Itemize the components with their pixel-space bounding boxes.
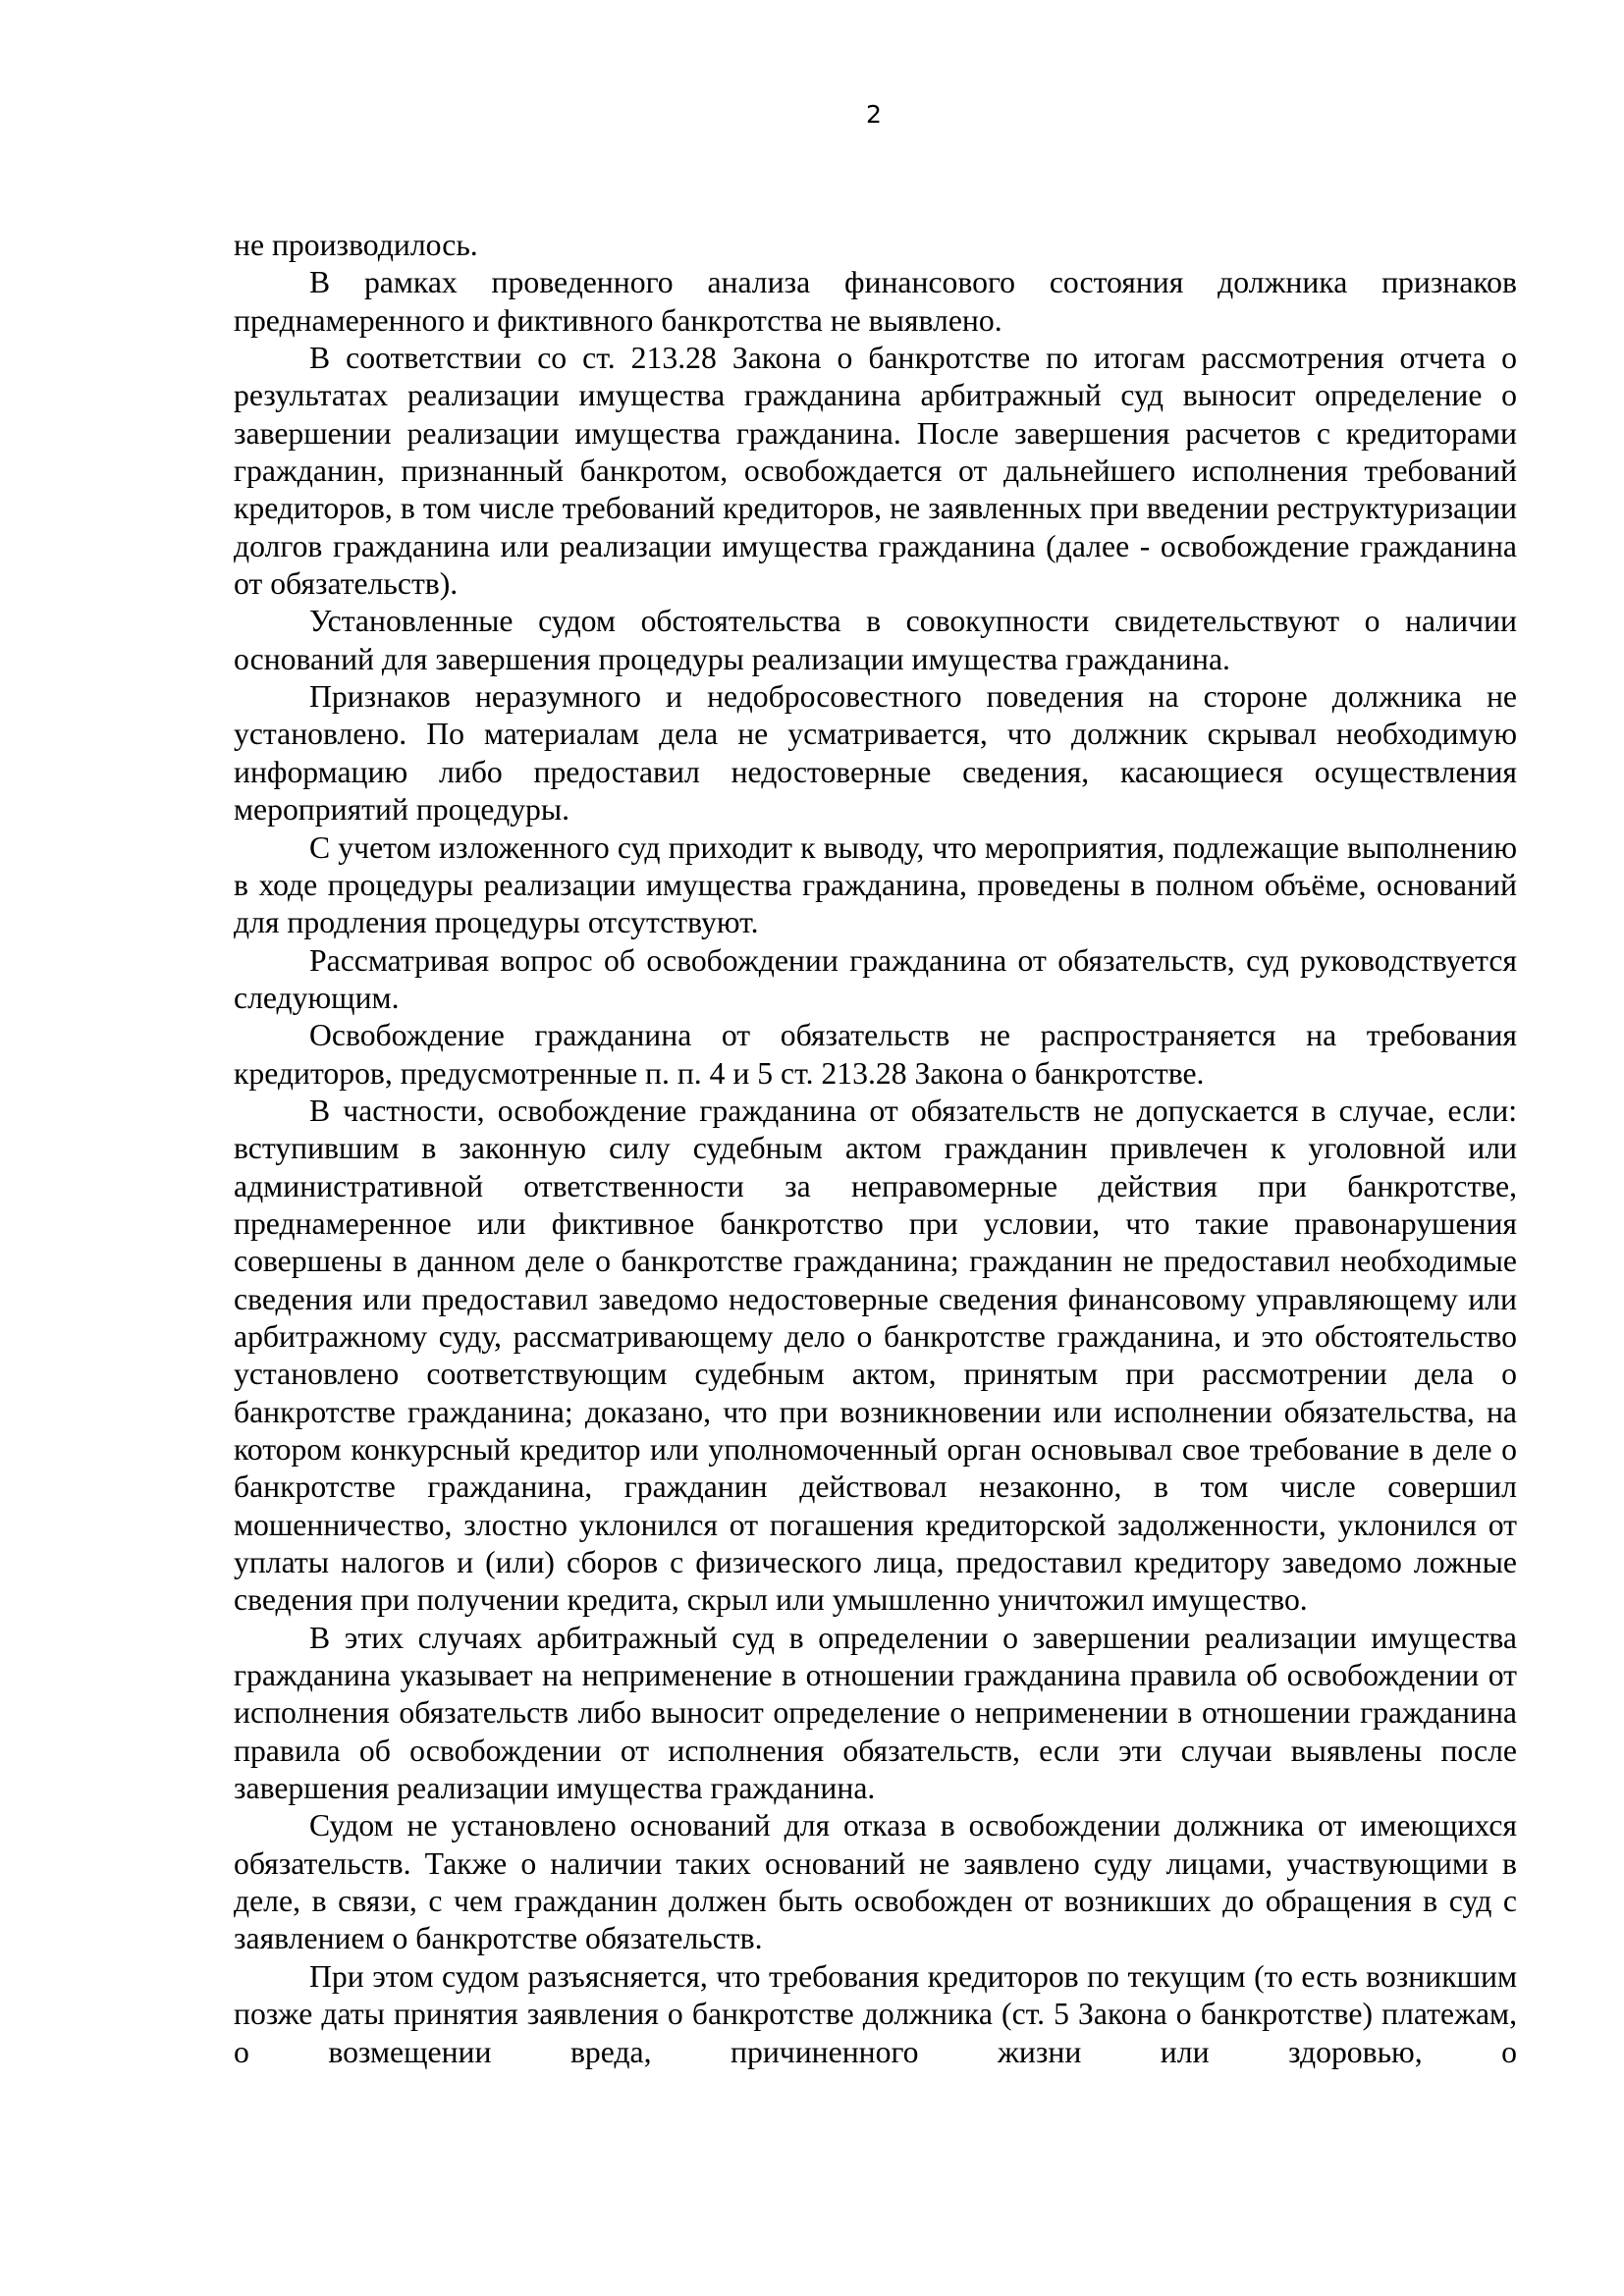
paragraph: В рамках проведенного анализа финансового состояния должника признаков преднамеренного и фиктивного банкротства не выявлено.: [234, 265, 1517, 338]
paragraph: В этих случаях арбитражный суд в определении о завершении реализации имущества гражданина указывает на неприменение в отношении гражданина правила об освобождении от исполнения обязательств либо выносит определение о неприменении в отношении гражданина правила об освобождении от исполнения обязательств, если эти случаи выявлены после завершения реализации имущества гражданина.: [234, 1620, 1517, 1806]
paragraph: В частности, освобождение гражданина от обязательств не допускается в случае, если: вступившим в законную силу судебным актом гражданин привлечен к уголовной или административной ответственности за неправомерные действия при банкротстве, преднамеренное или фиктивное банкротство при условии, что такие правонарушения совершены в данном деле о банкротстве гражданина; гражданин не предоставил необходимые сведения или предоставил заведомо недостоверные сведения финансовому управляющему или арбитражному суду, рассматривающему дело о банкротстве гражданина, и это обстоятельство установлено соответствующим судебным актом, принятым при рассмотрении дела о банкротстве гражданина; доказано, что при возникновении или исполнении обязательства, на котором конкурсный кредитор или уполномоченный орган основывал свое требование в деле о банкротстве гражданина, гражданин действовал незаконно, в том числе совершил мошенничество, злостно уклонился от погашения кредиторской задолженности, уклонился от уплаты налогов и (или) сборов с физического лица, предоставил кредитору заведомо ложные сведения при получении кредита, скрыл или умышленно уничтожил имущество.: [234, 1093, 1517, 1618]
paragraph: не производилось.: [234, 228, 478, 262]
paragraph: При этом судом разъясняется, что требования кредиторов по текущим (то есть возникшим позже даты принятия заявления о банкротстве должника (ст. 5 Закона о банкротстве) платежам, о возмещении вреда, причиненного жизни или здоровью, о: [234, 1958, 1517, 2069]
paragraph: Рассматривая вопрос об освобождении гражданина от обязательств, суд руководствуется следующим.: [234, 942, 1517, 1015]
page-number: 2: [866, 100, 882, 129]
paragraph: В соответствии со ст. 213.28 Закона о банкротстве по итогам рассмотрения отчета о результатах реализации имущества гражданина арбитражный суд выносит определение о завершении реализации имущества гражданина. После завершения расчетов с кредиторами гражданин, признанный банкротом, освобождается от дальнейшего исполнения требований кредиторов, в том числе требований кредиторов, не заявленных при введении реструктуризации долгов гражданина или реализации имущества гражданина (далее - освобождение гражданина от обязательств).: [234, 341, 1517, 602]
document-body: [234, 227, 1517, 2071]
paragraph: Установленные судом обстоятельства в совокупности свидетельствуют о наличии оснований для завершения процедуры реализации имущества гражданина.: [234, 604, 1517, 676]
paragraph: Судом не установлено оснований для отказа в освобождении должника от имеющихся обязательств. Также о наличии таких оснований не заявлено суду лицами, участвующими в деле, в связи, с чем гражданин должен быть освобожден от возникших до обращения в суд с заявлением о банкротстве обязательств.: [234, 1808, 1517, 1956]
paragraph: Признаков неразумного и недобросовестного поведения на стороне должника не установлено. По материалам дела не усматривается, что должник скрывал необходимую информацию либо предоставил недостоверные сведения, касающиеся осуществления мероприятий процедуры.: [234, 679, 1517, 828]
paragraph: Освобождение гражданина от обязательств не распространяется на требования кредиторов, предусмотренные п. п. 4 и 5 ст. 213.28 Закона о банкротстве.: [234, 1018, 1517, 1091]
paragraph: С учетом изложенного суд приходит к выводу, что мероприятия, подлежащие выполнению в ходе процедуры реализации имущества гражданина, проведены в полном объёме, оснований для продления процедуры отсутствуют.: [234, 829, 1517, 940]
